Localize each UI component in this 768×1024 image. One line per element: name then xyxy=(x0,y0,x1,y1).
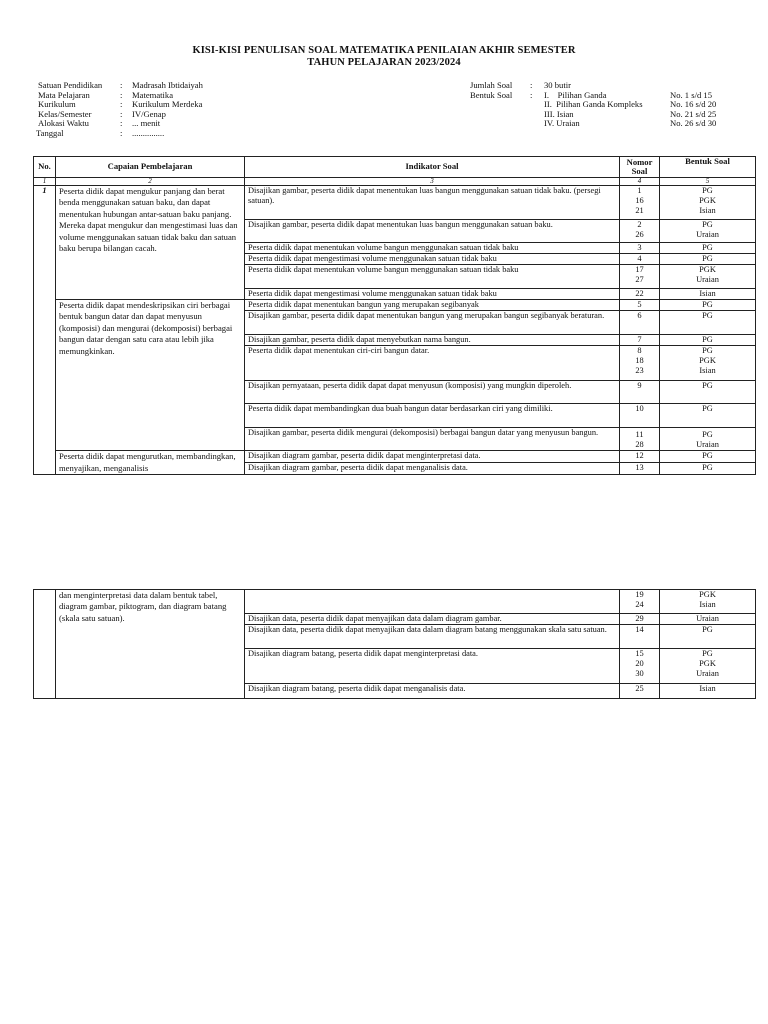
nomor-cell: 8 18 23 xyxy=(620,346,660,381)
nomor-cell: 14 xyxy=(620,625,660,649)
bentuk-cell: Isian xyxy=(660,684,756,699)
info-row-bentuk-isian: III. Isian No. 21 s/d 25 xyxy=(544,108,717,119)
indikator-cell: Disajikan gambar, peserta didik dapat menentukan luas bangun menggunakan satuan baku. xyxy=(245,220,620,243)
nomor-cell: 13 xyxy=(620,462,660,475)
nomor-cell: 2 26 xyxy=(620,220,660,243)
info-row-bentuk-pgk: II. Pilihan Ganda Kompleks No. 16 s/d 20 xyxy=(544,99,717,110)
kisi-kisi-table-continued xyxy=(33,589,756,699)
bentuk-cell: PG xyxy=(660,462,756,475)
bentuk-cell: PG PGK Uraian xyxy=(660,649,756,684)
nomor-cell: 29 xyxy=(620,614,660,625)
info-row-satuan: Satuan Pendidikan : Madrasah Ibtidaiyah xyxy=(38,80,203,90)
header-bentuk-soal: Bentuk Soal xyxy=(660,157,756,178)
indikator-cell: Disajikan diagram gambar, peserta didik dapat menginterpretasi data. xyxy=(245,451,620,463)
kisi-kisi-table xyxy=(33,156,756,475)
info-right xyxy=(470,81,740,129)
capaian-pengukuran: Peserta didik dapat mengukur panjang dan berat benda menggunakan satuan baku, dan dapat menentukan hubungan antar-satuan baku panjang. Mereka dapat mengukur dan mengestimasi luas dan volume menggunakan satuan tidak baku dan satuan baku berupa bilangan cacah. xyxy=(56,186,245,300)
indikator-cell: Disajikan diagram batang, peserta didik dapat menginterpretasi data. xyxy=(245,649,620,684)
info-row-kurikulum: Kurikulum : Kurikulum Merdeka xyxy=(38,99,203,110)
capaian-bangun-datar: Peserta didik dapat mendeskripsikan ciri berbagai bentuk bangun datar dan dapat menyusun (komposisi) dan mengurai (dekomposisi) berbagai bangun datar dengan satu cara atau lebih jika memungkinkan. xyxy=(56,300,245,451)
bentuk-cell: PG xyxy=(660,311,756,335)
bentuk-cell: PG xyxy=(660,625,756,649)
bentuk-cell: PG xyxy=(660,451,756,463)
header-capaian: Capaian Pembelajaran xyxy=(56,157,245,178)
indikator-cell xyxy=(245,590,620,614)
info-row-bentuk-pg: Bentuk Soal : I. Pilihan Ganda No. 1 s/d 15 xyxy=(470,89,713,100)
nomor-cell: 11 28 xyxy=(620,428,660,451)
nomor-cell: 5 xyxy=(620,300,660,311)
nomor-cell: 3 xyxy=(620,243,660,254)
indikator-cell: Disajikan data, peserta didik dapat menyajikan data dalam diagram gambar. xyxy=(245,614,620,625)
bentuk-cell: PG xyxy=(660,254,756,265)
info-left xyxy=(38,81,272,139)
info-row-tanggal: Tanggal : ............... xyxy=(36,127,165,138)
info-row-jumlah: Jumlah Soal : 30 butir xyxy=(470,80,571,90)
bentuk-cell: PG PGK Isian xyxy=(660,346,756,381)
indikator-cell: Disajikan data, peserta didik dapat menyajikan data dalam diagram batang menggunakan skala satu satuan. xyxy=(245,625,620,649)
capaian-data-continued: dan menginterpretasi data dalam bentuk tabel, diagram gambar, piktogram, dan diagram batang (skala satu satuan). xyxy=(56,590,245,699)
indikator-cell: Disajikan gambar, peserta didik mengurai (dekomposisi) berbagai bangun datar yang menyusun bangun. xyxy=(245,428,620,451)
bentuk-cell: PGK Uraian xyxy=(660,265,756,289)
bentuk-cell: PG Uraian xyxy=(660,428,756,451)
table-row xyxy=(34,186,756,220)
table-header-row xyxy=(34,157,756,178)
bentuk-cell: PG PGK Isian xyxy=(660,186,756,220)
nomor-cell: 15 20 30 xyxy=(620,649,660,684)
indikator-cell: Peserta didik dapat mengestimasi volume menggunakan satuan tidak baku xyxy=(245,289,620,300)
indikator-cell: Disajikan diagram gambar, peserta didik dapat menganalisis data. xyxy=(245,462,620,475)
nomor-cell: 25 xyxy=(620,684,660,699)
nomor-cell: 10 xyxy=(620,404,660,428)
indikator-cell: Disajikan gambar, peserta didik dapat menentukan luas bangun menggunakan satuan tidak baku. (persegi satuan). xyxy=(245,186,620,220)
indikator-cell: Disajikan gambar, peserta didik dapat menentukan bangun yang merupakan bangun segibanyak beraturan. xyxy=(245,311,620,335)
info-row-mapel: Mata Pelajaran : Matematika xyxy=(38,89,174,100)
nomor-cell: 7 xyxy=(620,335,660,346)
info-row-bentuk-uraian: IV. Uraian No. 26 s/d 30 xyxy=(544,118,717,129)
row-number-continued xyxy=(34,590,56,699)
info-row-kelas: Kelas/Semester : IV/Genap xyxy=(38,108,166,119)
nomor-cell: 17 27 xyxy=(620,265,660,289)
indikator-cell: Disajikan diagram batang, peserta didik dapat menganalisis data. xyxy=(245,684,620,699)
table-row xyxy=(34,590,756,614)
bentuk-cell: PG xyxy=(660,335,756,346)
indikator-cell: Peserta didik dapat mengestimasi volume menggunakan satuan tidak baku xyxy=(245,254,620,265)
bentuk-cell: Uraian xyxy=(660,614,756,625)
document-title: KISI-KISI PENULISAN SOAL MATEMATIKA PENILAIAN AKHIR SEMESTER xyxy=(192,45,576,56)
indikator-cell: Disajikan gambar, peserta didik dapat menyebutkan nama bangun. xyxy=(245,335,620,346)
indikator-cell: Disajikan pernyataan, peserta didik dapat dapat menyusun (komposisi) yang mungkin diperoleh. xyxy=(245,381,620,404)
indikator-cell: Peserta didik dapat menentukan bangun yang merupakan segibanyak xyxy=(245,300,620,311)
document-subtitle: TAHUN PELAJARAN 2023/2024 xyxy=(307,57,461,68)
bentuk-cell: Isian xyxy=(660,289,756,300)
nomor-cell: 6 xyxy=(620,311,660,335)
row-number: 1 xyxy=(34,186,56,475)
indikator-cell: Peserta didik dapat membandingkan dua buah bangun datar berdasarkan ciri yang dimiliki. xyxy=(245,404,620,428)
nomor-cell: 9 xyxy=(620,381,660,404)
info-row-alokasi: Alokasi Waktu : ... menit xyxy=(38,118,161,129)
indikator-cell: Peserta didik dapat menentukan volume bangun menggunakan satuan tidak baku xyxy=(245,265,620,289)
capaian-data: Peserta didik dapat mengurutkan, membandingkan, menyajikan, menganalisis xyxy=(56,451,245,475)
bentuk-cell: PG xyxy=(660,381,756,404)
table-row xyxy=(34,300,756,311)
nomor-cell: 22 xyxy=(620,289,660,300)
bentuk-cell: PG xyxy=(660,404,756,428)
index-row: 1 2 3 4 5 xyxy=(34,178,756,186)
nomor-cell: 4 xyxy=(620,254,660,265)
nomor-cell: 19 24 xyxy=(620,590,660,614)
bentuk-cell: PG xyxy=(660,300,756,311)
header-no: No. xyxy=(34,157,56,178)
table-row xyxy=(34,451,756,463)
indikator-cell: Peserta didik dapat menentukan volume bangun menggunakan satuan tidak baku xyxy=(245,243,620,254)
header-indikator: Indikator Soal xyxy=(245,157,620,178)
bentuk-cell: PG Uraian xyxy=(660,220,756,243)
indikator-cell: Peserta didik dapat menentukan ciri-ciri bangun datar. xyxy=(245,346,620,381)
nomor-cell: 1 16 21 xyxy=(620,186,660,220)
bentuk-cell: PG xyxy=(660,243,756,254)
nomor-cell: 12 xyxy=(620,451,660,463)
bentuk-cell: PGK Isian xyxy=(660,590,756,614)
header-nomor-soal: Nomor Soal xyxy=(620,157,660,178)
